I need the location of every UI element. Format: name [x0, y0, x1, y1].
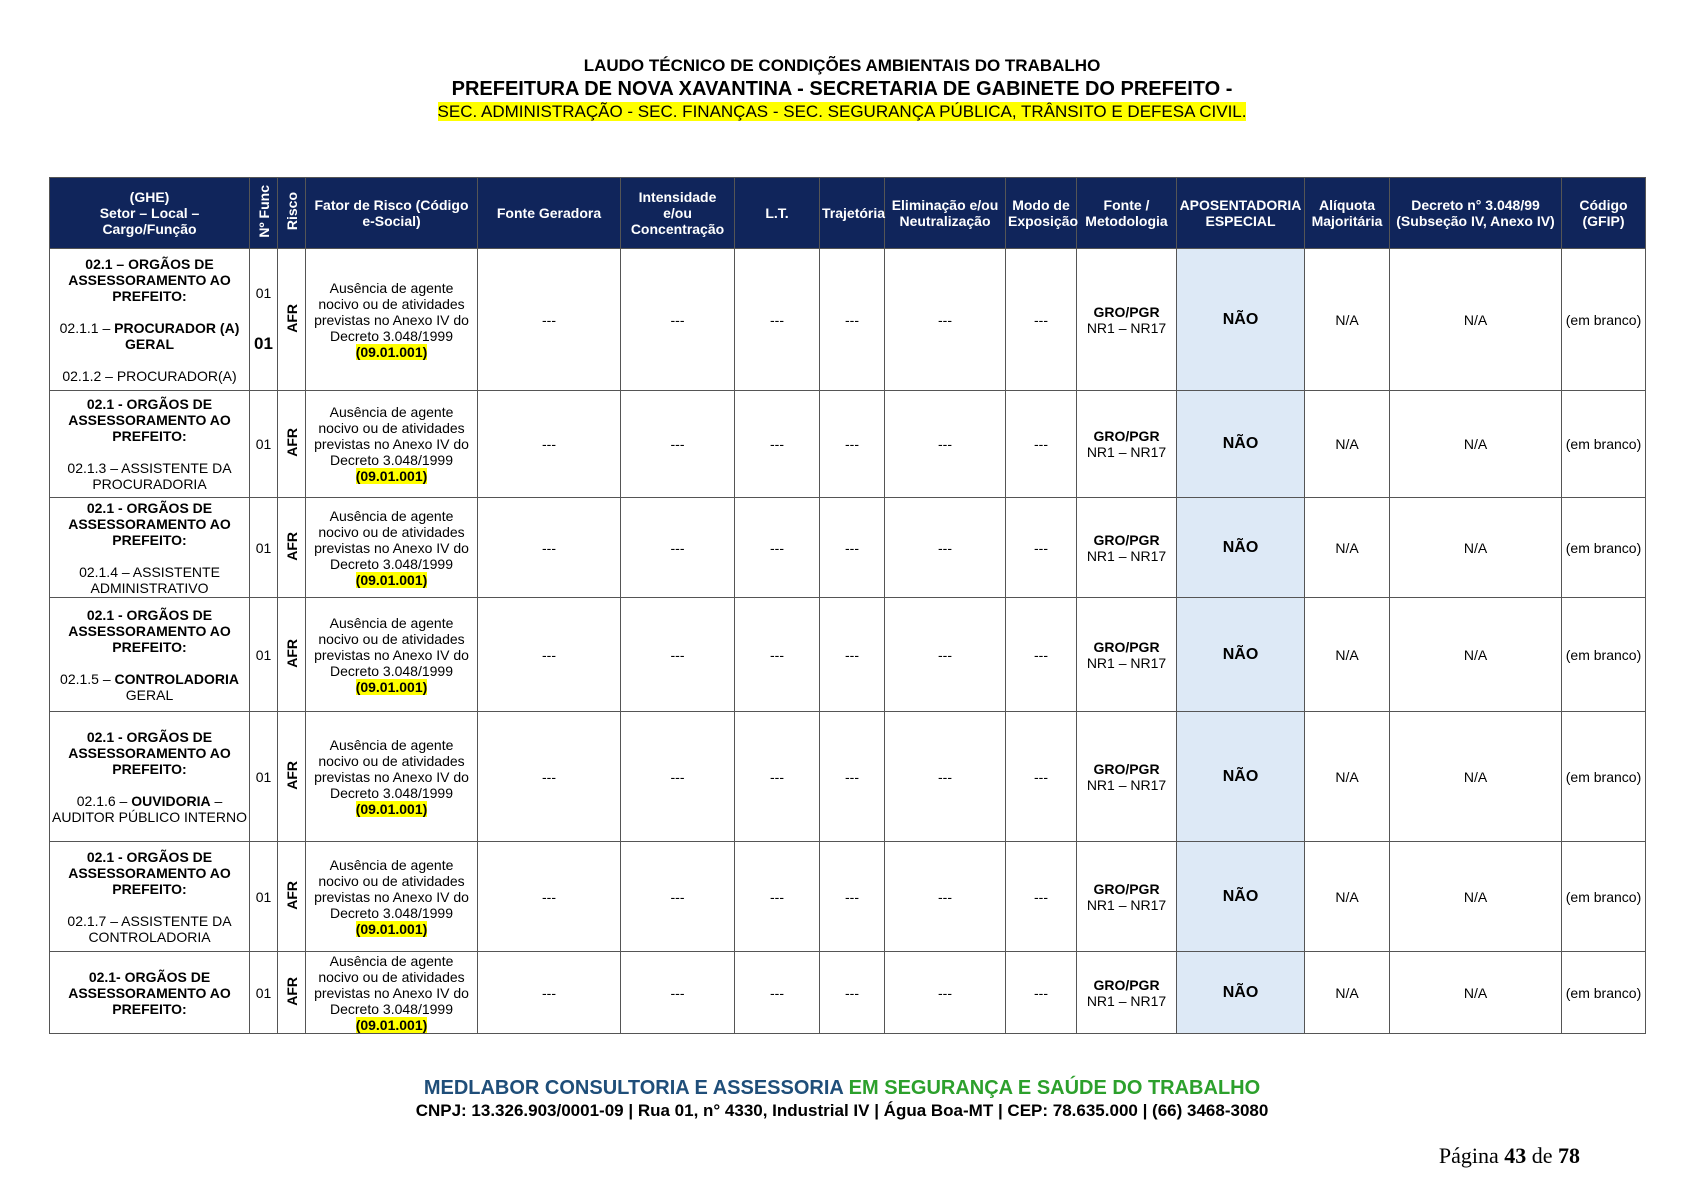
risk-cell: AFR	[278, 598, 306, 712]
aliquota-cell: N/A	[1305, 952, 1390, 1034]
intensidade-cell: ---	[621, 842, 735, 952]
trajetoria-cell: ---	[820, 391, 885, 498]
eliminacao-cell: ---	[885, 391, 1006, 498]
func-count-cell: 01	[250, 952, 278, 1034]
aliquota-cell: N/A	[1305, 391, 1390, 498]
table-row	[50, 249, 1646, 391]
col-risco: Risco	[278, 178, 306, 249]
trajetoria-cell: ---	[820, 249, 885, 391]
modo-cell: ---	[1006, 952, 1077, 1034]
lt-cell: ---	[735, 498, 820, 598]
ghe-cell: 02.1 - ORGÃOS DE ASSESSORAMENTO AO PREFEITO: 02.1.3 – ASSISTENTE DA PROCURADORIA	[50, 391, 250, 498]
page-number: Página 43 de 78	[1438, 1143, 1580, 1168]
risk-table	[49, 177, 1646, 1034]
fonte-metodologia-cell: GRO/PGR NR1 – NR17	[1077, 952, 1177, 1034]
eliminacao-cell: ---	[885, 498, 1006, 598]
table-body	[50, 249, 1646, 1034]
aliquota-cell: N/A	[1305, 498, 1390, 598]
aposentadoria-cell: NÃO	[1177, 952, 1305, 1034]
col-modo: Modo de Exposição	[1006, 178, 1077, 249]
trajetoria-cell: ---	[820, 712, 885, 842]
fonte-geradora-cell: ---	[478, 952, 621, 1034]
aposentadoria-cell: NÃO	[1177, 842, 1305, 952]
fonte-geradora-cell: ---	[478, 498, 621, 598]
eliminacao-cell: ---	[885, 249, 1006, 391]
intensidade-cell: ---	[621, 952, 735, 1034]
col-nfunc: Nº Func	[250, 178, 278, 249]
eliminacao-cell: ---	[885, 598, 1006, 712]
decreto-cell: N/A	[1390, 391, 1562, 498]
col-aposentadoria: APOSENTADORIA ESPECIAL	[1177, 178, 1305, 249]
ghe-cell: 02.1 - ORGÃOS DE ASSESSORAMENTO AO PREFEITO: 02.1.6 – OUVIDORIA – AUDITOR PÚBLICO INTERNO	[50, 712, 250, 842]
ghe-cell: 02.1 – ORGÃOS DE ASSESSORAMENTO AO PREFEITO: 02.1.1 – PROCURADOR (A) GERAL 02.1.2 – PROCURADOR(A)	[50, 249, 250, 391]
risk-cell: AFR	[278, 842, 306, 952]
func-count-cell: 01	[250, 498, 278, 598]
ghe-cell: 02.1 - ORGÃOS DE ASSESSORAMENTO AO PREFEITO: 02.1.5 – CONTROLADORIA GERAL	[50, 598, 250, 712]
decreto-cell: N/A	[1390, 498, 1562, 598]
aposentadoria-cell: NÃO	[1177, 598, 1305, 712]
report-subtitle: PREFEITURA DE NOVA XAVANTINA - SECRETARIA DE GABINETE DO PREFEITO -	[451, 78, 1233, 100]
risk-factor-cell: Ausência de agente nocivo ou de atividades previstas no Anexo IV do Decreto 3.048/1999 (09.01.001)	[306, 249, 478, 391]
trajetoria-cell: ---	[820, 842, 885, 952]
risk-factor-cell: Ausência de agente nocivo ou de atividades previstas no Anexo IV do Decreto 3.048/1999 (09.01.001)	[306, 498, 478, 598]
eliminacao-cell: ---	[885, 842, 1006, 952]
decreto-cell: N/A	[1390, 952, 1562, 1034]
risk-cell: AFR	[278, 952, 306, 1034]
aposentadoria-cell: NÃO	[1177, 391, 1305, 498]
modo-cell: ---	[1006, 391, 1077, 498]
fonte-geradora-cell: ---	[478, 598, 621, 712]
lt-cell: ---	[735, 712, 820, 842]
lt-cell: ---	[735, 598, 820, 712]
lt-cell: ---	[735, 391, 820, 498]
col-fonte-metodologia: Fonte / Metodologia	[1077, 178, 1177, 249]
decreto-cell: N/A	[1390, 598, 1562, 712]
func-count-cell: 01	[250, 391, 278, 498]
func-count-cell: 01	[250, 598, 278, 712]
aliquota-cell: N/A	[1305, 842, 1390, 952]
modo-cell: ---	[1006, 249, 1077, 391]
intensidade-cell: ---	[621, 498, 735, 598]
codigo-cell: (em branco)	[1562, 498, 1646, 598]
codigo-cell: (em branco)	[1562, 842, 1646, 952]
col-aliquota: Alíquota Majoritária	[1305, 178, 1390, 249]
intensidade-cell: ---	[621, 598, 735, 712]
eliminacao-cell: ---	[885, 712, 1006, 842]
col-lt: L.T.	[735, 178, 820, 249]
risk-cell: AFR	[278, 391, 306, 498]
risk-cell: AFR	[278, 498, 306, 598]
risk-factor-cell: Ausência de agente nocivo ou de atividades previstas no Anexo IV do Decreto 3.048/1999 (09.01.001)	[306, 842, 478, 952]
aposentadoria-cell: NÃO	[1177, 249, 1305, 391]
ghe-cell: 02.1 - ORGÃOS DE ASSESSORAMENTO AO PREFEITO: 02.1.4 – ASSISTENTE ADMINISTRATIVO	[50, 498, 250, 598]
col-fator: Fator de Risco (Código e-Social)	[306, 178, 478, 249]
codigo-cell: (em branco)	[1562, 249, 1646, 391]
fonte-metodologia-cell: GRO/PGR NR1 – NR17	[1077, 391, 1177, 498]
modo-cell: ---	[1006, 498, 1077, 598]
col-ghe: (GHE) Setor – Local – Cargo/Função	[50, 178, 250, 249]
intensidade-cell: ---	[621, 249, 735, 391]
company-address: CNPJ: 13.326.903/0001-09 | Rua 01, n° 4330, Industrial IV | Água Boa-MT | CEP: 78.635.000 | (66) 3468-3080	[415, 1101, 1269, 1120]
ghe-cell: 02.1 - ORGÃOS DE ASSESSORAMENTO AO PREFEITO: 02.1.7 – ASSISTENTE DA CONTROLADORIA	[50, 842, 250, 952]
fonte-geradora-cell: ---	[478, 712, 621, 842]
fonte-geradora-cell: ---	[478, 249, 621, 391]
codigo-cell: (em branco)	[1562, 598, 1646, 712]
lt-cell: ---	[735, 952, 820, 1034]
aliquota-cell: N/A	[1305, 598, 1390, 712]
decreto-cell: N/A	[1390, 249, 1562, 391]
table-row	[50, 952, 1646, 1034]
risk-factor-cell: Ausência de agente nocivo ou de atividades previstas no Anexo IV do Decreto 3.048/1999 (09.01.001)	[306, 712, 478, 842]
intensidade-cell: ---	[621, 391, 735, 498]
fonte-metodologia-cell: GRO/PGR NR1 – NR17	[1077, 842, 1177, 952]
trajetoria-cell: ---	[820, 952, 885, 1034]
risk-cell: AFR	[278, 249, 306, 391]
codigo-cell: (em branco)	[1562, 952, 1646, 1034]
table-row	[50, 712, 1646, 842]
func-count-cell: 01 01	[250, 249, 278, 391]
fonte-metodologia-cell: GRO/PGR NR1 – NR17	[1077, 498, 1177, 598]
fonte-metodologia-cell: GRO/PGR NR1 – NR17	[1077, 712, 1177, 842]
col-decreto: Decreto n° 3.048/99 (Subseção IV, Anexo IV)	[1390, 178, 1562, 249]
report-title: LAUDO TÉCNICO DE CONDIÇÕES AMBIENTAIS DO TRABALHO	[583, 56, 1101, 75]
func-count-cell: 01	[250, 842, 278, 952]
table-row	[50, 842, 1646, 952]
modo-cell: ---	[1006, 712, 1077, 842]
fonte-metodologia-cell: GRO/PGR NR1 – NR17	[1077, 249, 1177, 391]
eliminacao-cell: ---	[885, 952, 1006, 1034]
lt-cell: ---	[735, 249, 820, 391]
aliquota-cell: N/A	[1305, 249, 1390, 391]
col-codigo: Código (GFIP)	[1562, 178, 1646, 249]
document-footer	[0, 1076, 1684, 1122]
modo-cell: ---	[1006, 842, 1077, 952]
company-name: MEDLABOR CONSULTORIA E ASSESSORIA EM SEGURANÇA E SAÚDE DO TRABALHO	[423, 1077, 1261, 1099]
risk-cell: AFR	[278, 712, 306, 842]
intensidade-cell: ---	[621, 712, 735, 842]
modo-cell: ---	[1006, 598, 1077, 712]
ghe-cell: 02.1- ORGÃOS DE ASSESSORAMENTO AO PREFEITO:	[50, 952, 250, 1034]
aposentadoria-cell: NÃO	[1177, 498, 1305, 598]
func-count-cell: 01	[250, 712, 278, 842]
col-trajetoria: Trajetória	[820, 178, 885, 249]
table-row	[50, 391, 1646, 498]
lt-cell: ---	[735, 842, 820, 952]
decreto-cell: N/A	[1390, 842, 1562, 952]
report-secretariats: SEC. ADMINISTRAÇÃO - SEC. FINANÇAS - SEC. SEGURANÇA PÚBLICA, TRÂNSITO E DEFESA CIVIL.	[437, 102, 1247, 121]
decreto-cell: N/A	[1390, 712, 1562, 842]
table-row	[50, 598, 1646, 712]
aliquota-cell: N/A	[1305, 712, 1390, 842]
document-header	[0, 55, 1684, 123]
risk-factor-cell: Ausência de agente nocivo ou de atividades previstas no Anexo IV do Decreto 3.048/1999 (09.01.001)	[306, 598, 478, 712]
col-intensidade: Intensidade e/ou Concentração	[621, 178, 735, 249]
table-header	[50, 178, 1646, 249]
fonte-geradora-cell: ---	[478, 842, 621, 952]
fonte-metodologia-cell: GRO/PGR NR1 – NR17	[1077, 598, 1177, 712]
col-eliminacao: Eliminação e/ou Neutralização	[885, 178, 1006, 249]
codigo-cell: (em branco)	[1562, 712, 1646, 842]
risk-factor-cell: Ausência de agente nocivo ou de atividades previstas no Anexo IV do Decreto 3.048/1999 (09.01.001)	[306, 952, 478, 1034]
trajetoria-cell: ---	[820, 598, 885, 712]
codigo-cell: (em branco)	[1562, 391, 1646, 498]
trajetoria-cell: ---	[820, 498, 885, 598]
col-fonte-geradora: Fonte Geradora	[478, 178, 621, 249]
aposentadoria-cell: NÃO	[1177, 712, 1305, 842]
table-row	[50, 498, 1646, 598]
fonte-geradora-cell: ---	[478, 391, 621, 498]
risk-factor-cell: Ausência de agente nocivo ou de atividades previstas no Anexo IV do Decreto 3.048/1999 (09.01.001)	[306, 391, 478, 498]
